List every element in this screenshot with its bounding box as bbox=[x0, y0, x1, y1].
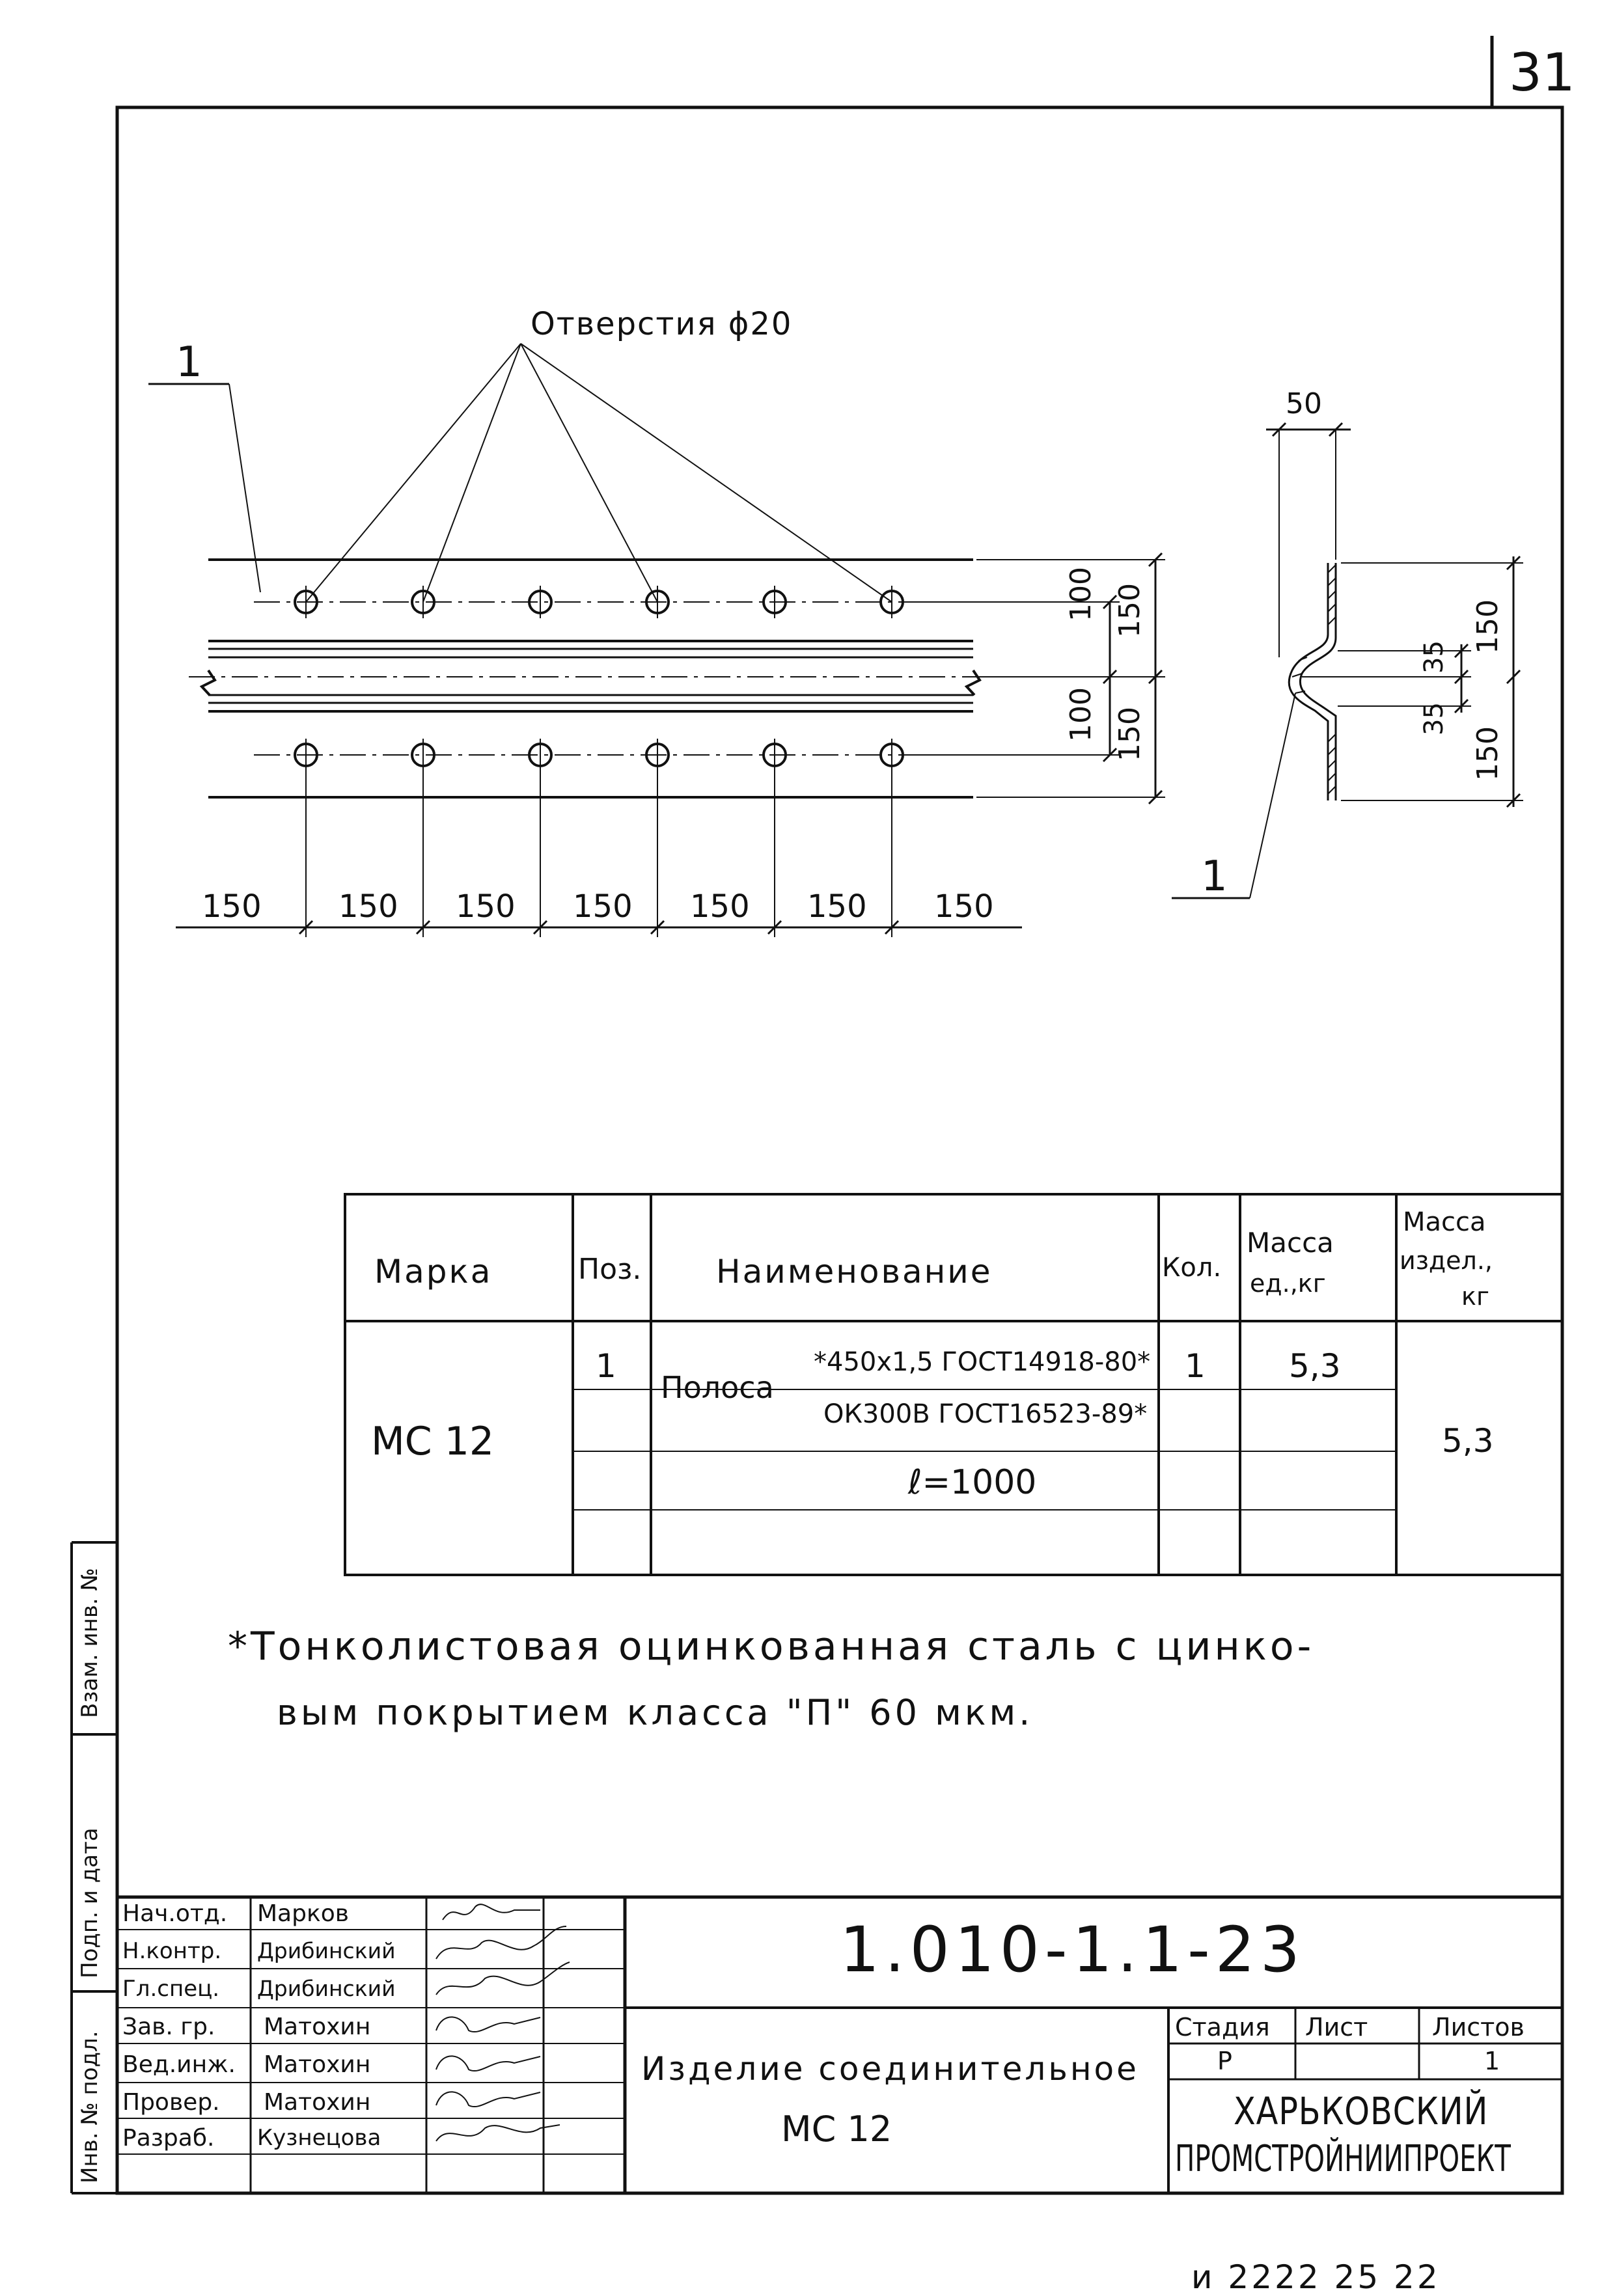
holes-label: Отверстия ϕ20 bbox=[531, 306, 793, 342]
sig-name-7: Кузнецова bbox=[257, 2125, 381, 2151]
sig-name-3: Дрибинский bbox=[257, 1976, 396, 2001]
sheets-value: 1 bbox=[1484, 2047, 1500, 2075]
sig-role-3: Гл.спец. bbox=[122, 1976, 220, 2002]
header-pos: Поз. bbox=[578, 1253, 642, 1286]
row-name-line3: ℓ=1000 bbox=[908, 1463, 1037, 1502]
section-dim-150-bottom: 150 bbox=[1471, 726, 1504, 781]
header-mass-item-3: кг bbox=[1461, 1282, 1489, 1311]
sig-name-1: Марков bbox=[257, 1900, 349, 1927]
sig-role-5: Вед.инж. bbox=[122, 2051, 236, 2078]
organization-line1: ХАРЬКОВСКИЙ bbox=[1234, 2089, 1489, 2133]
side-stamp-podp: Подп. и дата bbox=[77, 1827, 103, 1978]
header-qty: Кол. bbox=[1162, 1253, 1222, 1283]
dim-bottom-5: 150 bbox=[690, 888, 750, 925]
stage-header: Стадия bbox=[1175, 2013, 1270, 2042]
row-name-main: Полоса bbox=[661, 1370, 774, 1405]
dim-right-inner-top: 100 bbox=[1064, 567, 1097, 622]
row-mass-item: 5,3 bbox=[1442, 1422, 1494, 1460]
header-mass-item-1: Масса bbox=[1403, 1207, 1486, 1237]
dim-bottom-6: 150 bbox=[807, 888, 867, 925]
organization-line2: ПРОМСТРОЙНИИПРОЕКТ bbox=[1175, 2138, 1511, 2180]
section-dim-150-top: 150 bbox=[1471, 599, 1504, 654]
product-name-line1: Изделие соединительное bbox=[641, 2050, 1139, 2088]
side-stamp-inv: Инв. № подл. bbox=[77, 2030, 103, 2183]
sig-name-4: Матохин bbox=[264, 2014, 371, 2040]
header-mass-unit-1: Масса bbox=[1247, 1227, 1334, 1259]
row-mass-unit: 5,3 bbox=[1289, 1347, 1341, 1385]
spec-table-grid bbox=[345, 1194, 1562, 1575]
callout-main: 1 bbox=[176, 338, 202, 387]
sig-role-7: Разраб. bbox=[122, 2125, 215, 2152]
dim-bottom-2: 150 bbox=[338, 888, 398, 925]
sig-role-1: Нач.отд. bbox=[122, 1900, 228, 1927]
note-line2: вым покрытием класса "П" 60 мкм. bbox=[277, 1692, 1034, 1733]
section-dim-35-top: 35 bbox=[1419, 640, 1449, 674]
header-name: Наименование bbox=[716, 1253, 993, 1291]
section-dim-35-bottom: 35 bbox=[1419, 702, 1449, 735]
header-mark: Марка bbox=[374, 1253, 493, 1291]
row-mark: МС 12 bbox=[371, 1419, 495, 1464]
strip-plan-view bbox=[148, 344, 1165, 937]
sheet-frame bbox=[117, 107, 1562, 2193]
stage-value: Р bbox=[1217, 2047, 1232, 2075]
product-name-line2: МС 12 bbox=[781, 2109, 892, 2150]
row-name-line2: ОК300В ГОСТ16523-89* bbox=[823, 1399, 1148, 1429]
row-name-line1: *450x1,5 ГОСТ14918-80* bbox=[814, 1347, 1151, 1377]
sig-name-6: Матохин bbox=[264, 2089, 371, 2116]
page-number: 31 bbox=[1509, 42, 1575, 103]
strip-section-view bbox=[1172, 423, 1523, 898]
sig-role-4: Зав. гр. bbox=[122, 2014, 215, 2040]
dim-right-outer-top: 150 bbox=[1113, 583, 1146, 638]
dim-bottom-7: 150 bbox=[934, 888, 994, 925]
sig-name-5: Матохин bbox=[264, 2051, 371, 2078]
dim-bottom-4: 150 bbox=[573, 888, 633, 925]
sheets-header: Листов bbox=[1432, 2013, 1525, 2042]
signature-scribbles bbox=[436, 1904, 570, 2141]
bottom-code: и 2222 25 22 bbox=[1191, 2258, 1441, 2296]
section-width: 50 bbox=[1286, 387, 1322, 420]
dim-bottom-1: 150 bbox=[202, 888, 262, 925]
dim-right-outer-bottom: 150 bbox=[1113, 707, 1146, 761]
note-line1: *Тонколистовая оцинкованная сталь с цинко- bbox=[228, 1624, 1315, 1669]
row-qty: 1 bbox=[1185, 1347, 1206, 1385]
callout-section: 1 bbox=[1201, 853, 1228, 901]
dim-right-inner-bottom: 100 bbox=[1064, 687, 1097, 742]
sig-role-6: Провер. bbox=[122, 2089, 220, 2116]
sig-role-2: Н.контр. bbox=[122, 1938, 222, 1964]
sig-name-2: Дрибинский bbox=[257, 1938, 396, 1963]
row-pos: 1 bbox=[596, 1347, 616, 1385]
side-stamp-vzam: Взам. инв. № bbox=[77, 1568, 103, 1718]
header-mass-item-2: издел., bbox=[1400, 1246, 1493, 1275]
dim-bottom-3: 150 bbox=[456, 888, 516, 925]
sheet-header: Лист bbox=[1305, 2013, 1368, 2042]
designation: 1.010-1.1-23 bbox=[840, 1913, 1305, 1986]
header-mass-unit-2: ед.,кг bbox=[1250, 1269, 1326, 1298]
